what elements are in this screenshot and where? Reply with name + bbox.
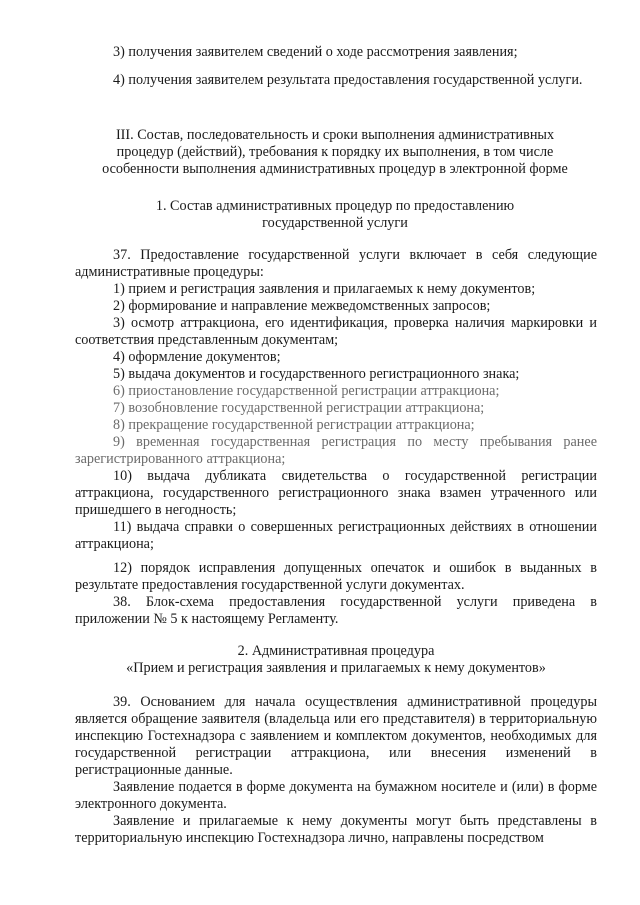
procedure-item-4: 4) оформление документов;: [113, 349, 281, 365]
procedure-item-5: 5) выдача документов и государственного регистрационного знака;: [113, 366, 520, 382]
subsection-2-title: 2. Административная процедура: [237, 643, 435, 659]
para-application-form: Заявление подается в форме документа на бумажном носителе и (или) в форме электронного документа.: [75, 779, 597, 812]
para-submission: Заявление и прилагаемые к нему документы могут быть представлены в территориальную инспекцию Гостехнадзора лично, направлены посредством: [75, 813, 597, 846]
para-37-intro: 37. Предоставление государственной услуги включает в себя следующие административные процедуры:: [75, 247, 597, 280]
para-39: 39. Основанием для начала осуществления административной процедуры является обращение заявителя (владельца или его представителя) в территориальную инспекцию Гостехнадзора с заявлением и комплектом документов, необходимых для государственной регистрации аттракциона, или внесения изменений в регистрационные данные.: [75, 694, 597, 778]
procedure-item-2: 2) формирование и направление межведомственных запросов;: [113, 298, 491, 314]
procedure-item-11: 11) выдача справки о совершенных регистрационных действиях в отношении аттракциона;: [75, 519, 597, 552]
procedure-item-10: 10) выдача дубликата свидетельства о государственной регистрации аттракциона, государственного регистрационного знака взамен утраченного или пришедшего в негодность;: [75, 468, 597, 518]
intro-item-4: 4) получения заявителем результата предоставления государственной услуги.: [113, 72, 583, 88]
subsection-2-subtitle: «Прием и регистрация заявления и прилагаемых к нему документов»: [126, 660, 546, 676]
procedure-item-12: 12) порядок исправления допущенных опечаток и ошибок в выданных в результате предоставления государственной услуги документах.: [75, 560, 597, 593]
procedure-item-1: 1) прием и регистрация заявления и прилагаемых к нему документов;: [113, 281, 536, 297]
intro-item-3: 3) получения заявителем сведений о ходе рассмотрения заявления;: [113, 44, 518, 60]
procedure-item-9: 9) временная государственная регистрация по месту пребывания ранее зарегистрированного аттракциона;: [75, 434, 597, 467]
procedure-item-6: 6) приостановление государственной регистрации аттракциона;: [113, 383, 500, 399]
procedure-item-7: 7) возобновление государственной регистрации аттракциона;: [113, 400, 485, 416]
procedure-item-8: 8) прекращение государственной регистрации аттракциона;: [113, 417, 475, 433]
section-title: III. Состав, последовательность и сроки выполнения административных процедур (действий), требования к порядку их выполнения, в том числе особенности выполнения административных процедур в электронной форме: [102, 127, 568, 177]
subsection-1-title: 1. Состав административных процедур по предоставлению государственной услуги: [155, 198, 515, 231]
procedure-item-3: 3) осмотр аттракциона, его идентификация, проверка наличия маркировки и соответствия представленным документам;: [75, 315, 597, 348]
para-38: 38. Блок-схема предоставления государственной услуги приведена в приложении № 5 к настоящему Регламенту.: [75, 594, 597, 627]
